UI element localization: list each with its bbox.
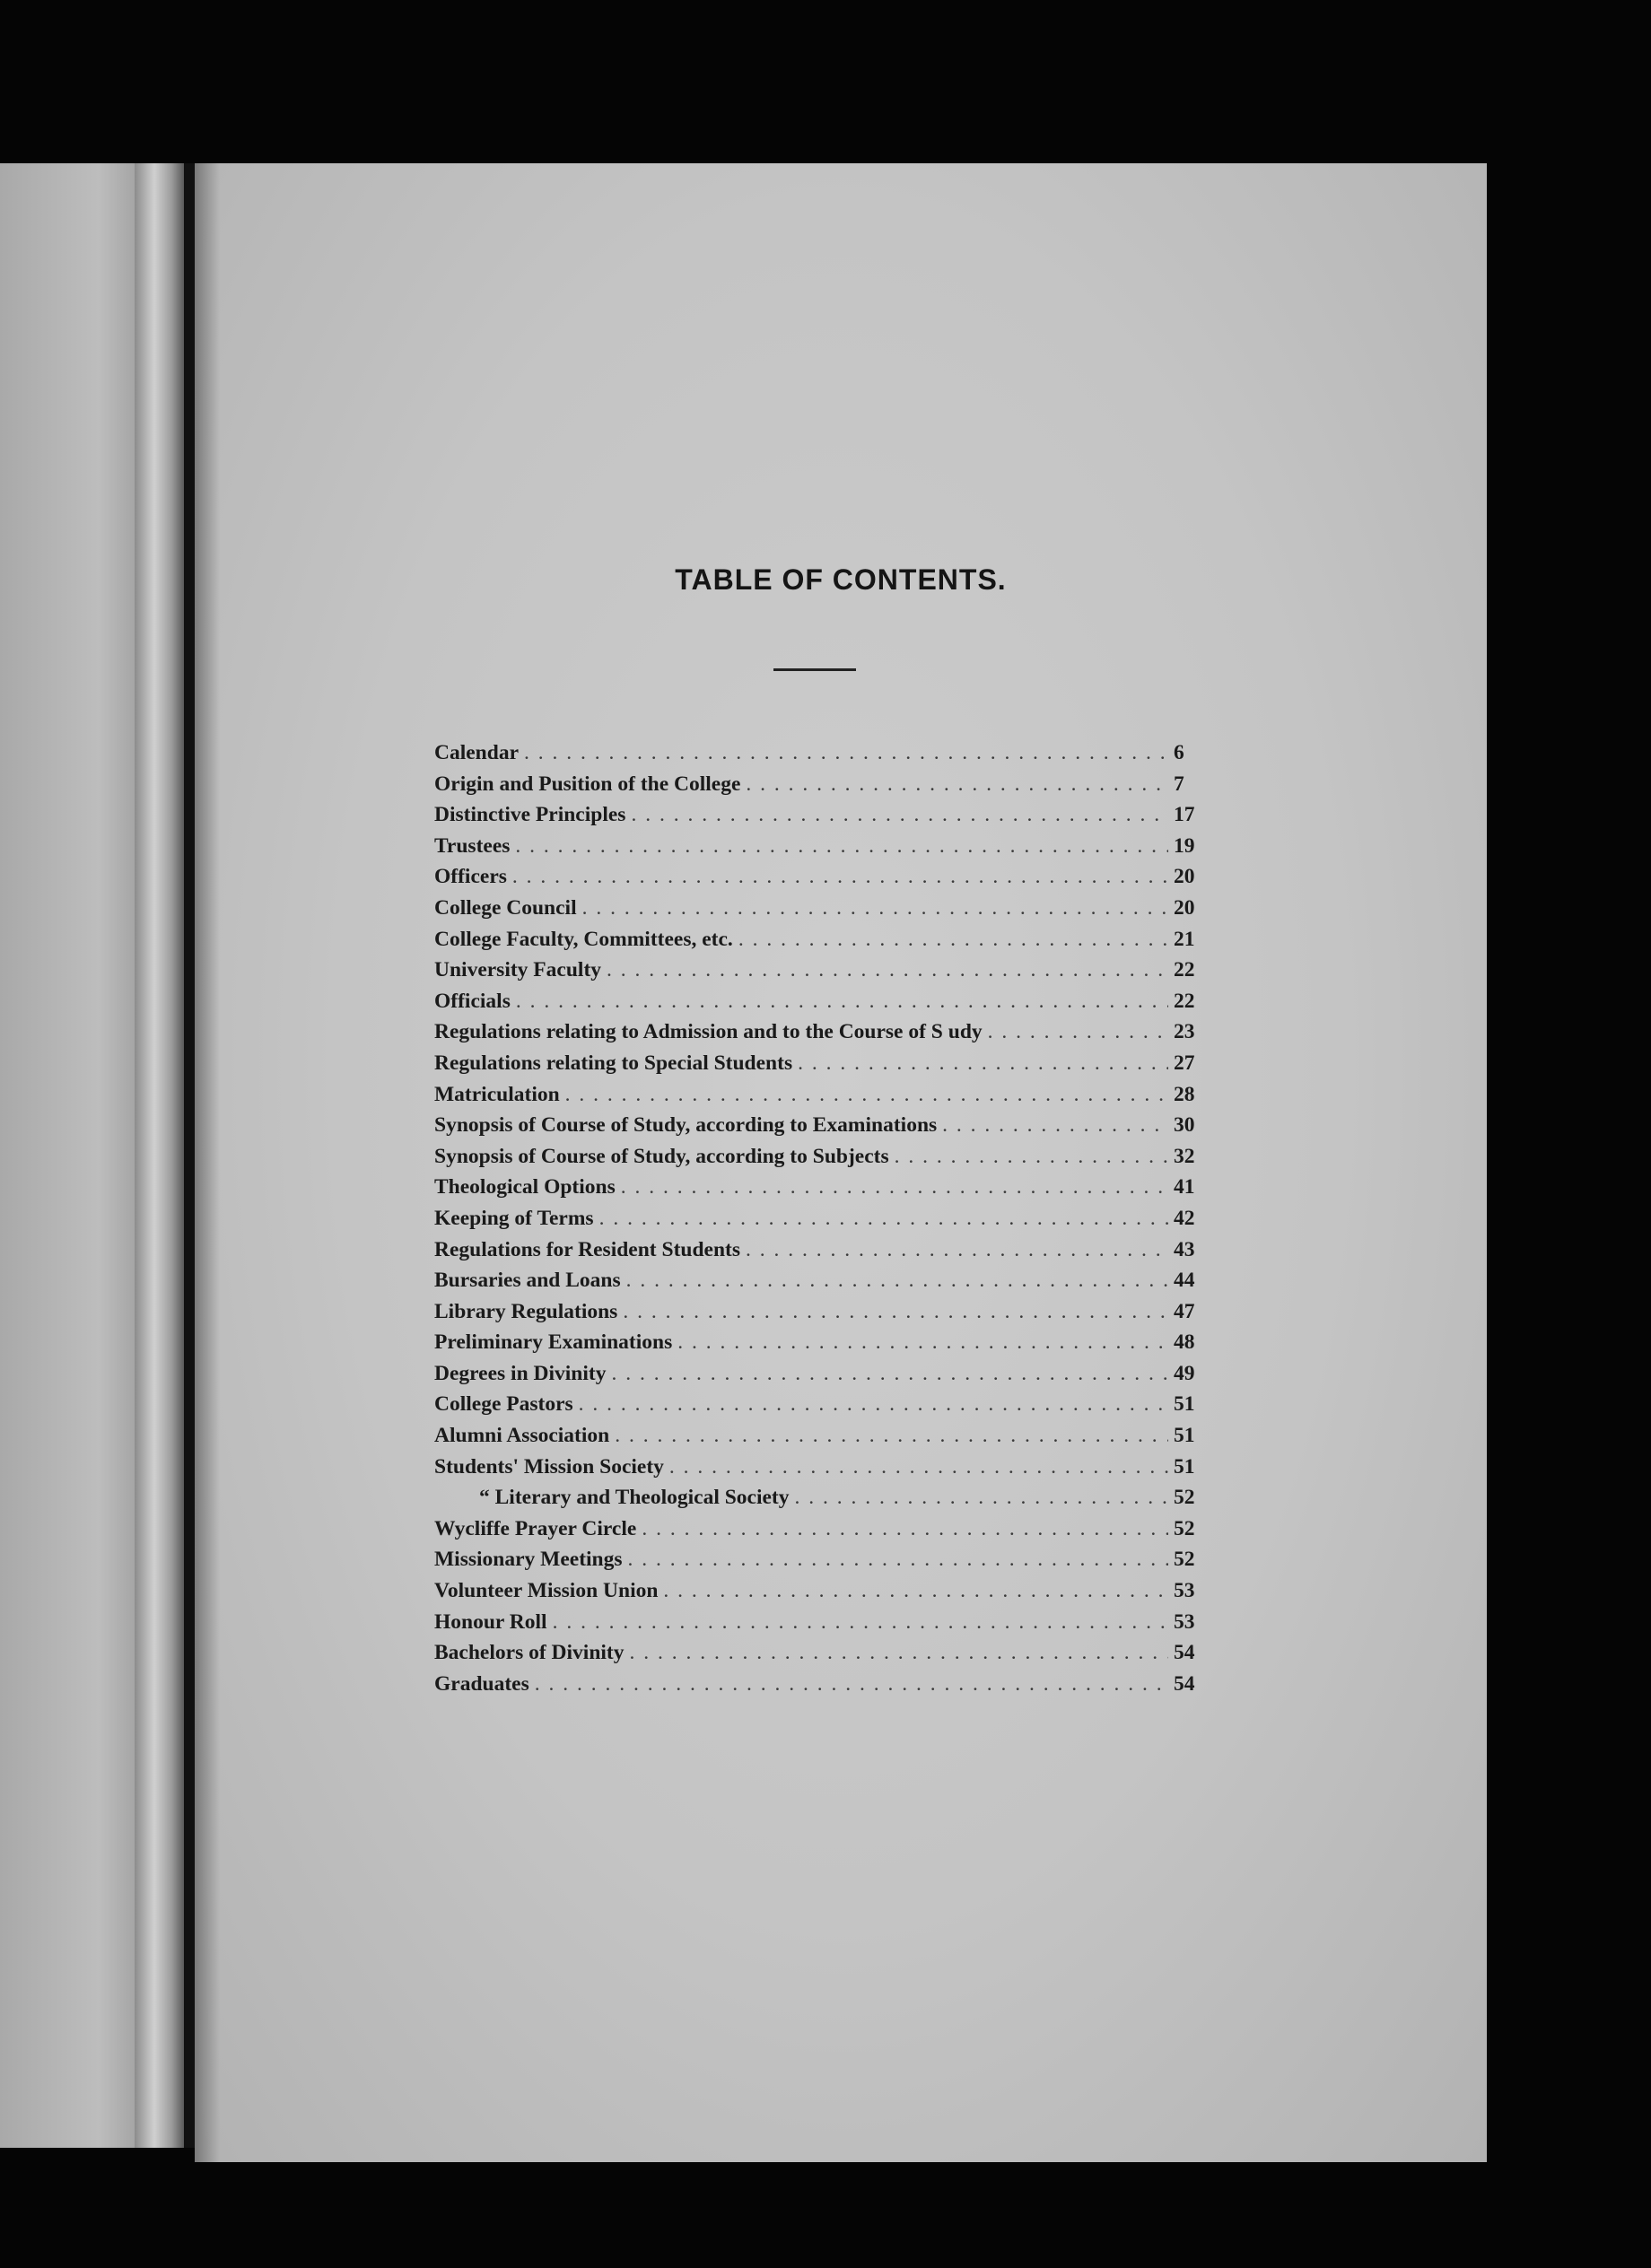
toc-entry (434, 1389, 1201, 1420)
toc-entry (434, 1669, 1201, 1700)
toc-entry-label: Preliminary Examinations (434, 1330, 673, 1355)
page-fold (135, 163, 184, 2148)
title-rule (773, 668, 856, 671)
dot-leader (795, 1482, 1168, 1513)
dot-leader (669, 1452, 1168, 1483)
dot-leader (579, 1389, 1168, 1420)
toc-entry-label: Regulations for Resident Students (434, 1237, 741, 1261)
toc-entry-page: 51 (1174, 1424, 1195, 1448)
toc-entry (434, 737, 1201, 769)
toc-entry-label: Students' Mission Society (434, 1454, 664, 1479)
toc-entry-page: 42 (1174, 1206, 1195, 1230)
toc-entry-page: 43 (1174, 1237, 1195, 1261)
toc-entry-label: Graduates (434, 1671, 529, 1696)
dot-leader (988, 1016, 1168, 1048)
toc-entry-page: 20 (1174, 895, 1195, 920)
toc-entry-page: 21 (1174, 927, 1195, 951)
toc-entry-label: College Pastors (434, 1392, 573, 1417)
toc-entry (434, 1452, 1201, 1483)
toc-entry (434, 1544, 1201, 1575)
dot-leader (626, 1265, 1168, 1296)
toc-entry (434, 1607, 1201, 1638)
toc-entry-label: Degrees in Divinity (434, 1361, 607, 1385)
toc-entry (434, 1358, 1201, 1390)
toc-entry-page: 22 (1174, 989, 1195, 1013)
dot-leader (615, 1420, 1168, 1452)
toc-entry-label: Origin and Pusition of the College (434, 772, 741, 796)
toc-entry (434, 1265, 1201, 1296)
toc-entry-label: Missionary Meetings (434, 1548, 623, 1572)
dot-leader (630, 1637, 1169, 1669)
toc-entry-label: Synopsis of Course of Study, according to Subjects (434, 1144, 889, 1168)
dot-leader (535, 1669, 1168, 1700)
toc-entry-label: Officials (434, 989, 511, 1013)
dot-leader (663, 1575, 1168, 1607)
toc-entry (434, 893, 1201, 924)
toc-entry-label: College Council (434, 895, 577, 920)
toc-entry-page: 47 (1174, 1299, 1195, 1323)
toc-entry (434, 1296, 1201, 1328)
dot-leader (738, 924, 1168, 955)
toc-entry-label: Volunteer Mission Union (434, 1579, 659, 1603)
dot-leader (515, 831, 1168, 862)
toc-entry (434, 1172, 1201, 1203)
toc-entry-label: Wycliffe Prayer Circle (434, 1516, 637, 1540)
toc-entry-label: Officers (434, 865, 507, 889)
toc-entry-page: 51 (1174, 1454, 1195, 1479)
toc-entry-label: Library Regulations (434, 1299, 618, 1323)
toc-entry (434, 1016, 1201, 1048)
toc-entry-page: 52 (1174, 1486, 1195, 1510)
toc-entry (434, 1141, 1201, 1173)
toc-entry-page: 54 (1174, 1641, 1195, 1665)
toc-entry (434, 1575, 1201, 1607)
toc-entry (434, 861, 1201, 893)
toc-entry-page: 19 (1174, 833, 1195, 858)
toc-entry-label: Keeping of Terms (434, 1206, 594, 1230)
toc-entry (434, 1048, 1201, 1079)
page-title: TABLE OF CONTENTS. (675, 563, 1007, 596)
toc-entry-page: 20 (1174, 865, 1195, 889)
dot-leader (942, 1110, 1168, 1141)
toc-entry-label: College Faculty, Committees, etc. (434, 927, 733, 951)
dot-leader (565, 1079, 1168, 1111)
dot-leader (895, 1141, 1168, 1173)
toc-entry-label: Calendar (434, 741, 519, 764)
toc-entry-page: 49 (1174, 1361, 1195, 1385)
dot-leader (621, 1172, 1168, 1203)
toc-entry-label: University Faculty (434, 958, 602, 982)
book-gutter (184, 163, 195, 2148)
toc-entry (434, 1513, 1201, 1545)
toc-entry-page: 41 (1174, 1175, 1195, 1199)
dot-leader (582, 893, 1168, 924)
toc-entry-label: Synopsis of Course of Study, according to Examinations (434, 1113, 938, 1138)
toc-entry-label: Distinctive Principles (434, 803, 626, 827)
toc-entry-page: 7 (1174, 772, 1184, 796)
dot-leader (798, 1048, 1168, 1079)
toc-entry-page: 27 (1174, 1051, 1195, 1075)
toc-entry (434, 986, 1201, 1017)
toc-entry-label: Bachelors of Divinity (434, 1641, 625, 1665)
dot-leader (642, 1513, 1168, 1545)
spine-shadow (195, 163, 220, 2162)
toc-entry-page: 6 (1174, 741, 1184, 764)
dot-leader (611, 1358, 1168, 1390)
dot-leader (599, 1203, 1168, 1234)
dot-leader (607, 955, 1168, 986)
toc-entry-page: 48 (1174, 1330, 1195, 1355)
toc-entry (434, 1234, 1201, 1266)
dot-leader (623, 1296, 1168, 1328)
dot-leader (516, 986, 1168, 1017)
toc-entry-label: Theological Options (434, 1175, 616, 1199)
toc-entry-page: 53 (1174, 1579, 1195, 1603)
toc-entry-page: 32 (1174, 1144, 1195, 1168)
toc-entry-page: 54 (1174, 1671, 1195, 1696)
toc-entry-label: Honour Roll (434, 1609, 547, 1634)
toc-entry-page: 28 (1174, 1082, 1195, 1106)
toc-entry-label: Regulations relating to Admission and to the Course of S udy (434, 1020, 983, 1044)
dot-leader (631, 799, 1168, 831)
toc-entry (434, 1110, 1201, 1141)
toc-entry-label: “ Literary and Theological Society (479, 1486, 790, 1510)
toc-entry-page: 22 (1174, 958, 1195, 982)
toc-entry-page: 44 (1174, 1269, 1195, 1293)
toc-entry-page: 53 (1174, 1609, 1195, 1634)
toc-entry (434, 1482, 1201, 1513)
dot-leader (628, 1544, 1168, 1575)
toc-entry (434, 1203, 1201, 1234)
toc-entry-page: 30 (1174, 1113, 1195, 1138)
toc-entry-label: Trustees (434, 833, 511, 858)
dot-leader (677, 1327, 1168, 1358)
toc-entry-page: 52 (1174, 1516, 1195, 1540)
toc-entry-page: 23 (1174, 1020, 1195, 1044)
toc-entry-label: Matriculation (434, 1082, 560, 1106)
toc-entry (434, 769, 1201, 800)
toc-entry (434, 1327, 1201, 1358)
toc-entry (434, 1079, 1201, 1111)
toc-entry-page: 17 (1174, 803, 1195, 827)
toc-entry-label: Bursaries and Loans (434, 1269, 621, 1293)
toc-entry-page: 52 (1174, 1548, 1195, 1572)
toc-entry-label: Alumni Association (434, 1424, 610, 1448)
toc-entry-page: 51 (1174, 1392, 1195, 1417)
toc-entry-label: Regulations relating to Special Students (434, 1051, 793, 1075)
dot-leader (746, 1234, 1168, 1266)
toc-entry (434, 1637, 1201, 1669)
dot-leader (746, 769, 1168, 800)
dot-leader (524, 737, 1168, 769)
toc-entry (434, 924, 1201, 955)
dot-leader (512, 861, 1168, 893)
toc-entry (434, 831, 1201, 862)
toc-entry (434, 1420, 1201, 1452)
toc-entry (434, 799, 1201, 831)
toc-entry (434, 955, 1201, 986)
dot-leader (553, 1607, 1168, 1638)
table-of-contents (434, 737, 1201, 1699)
